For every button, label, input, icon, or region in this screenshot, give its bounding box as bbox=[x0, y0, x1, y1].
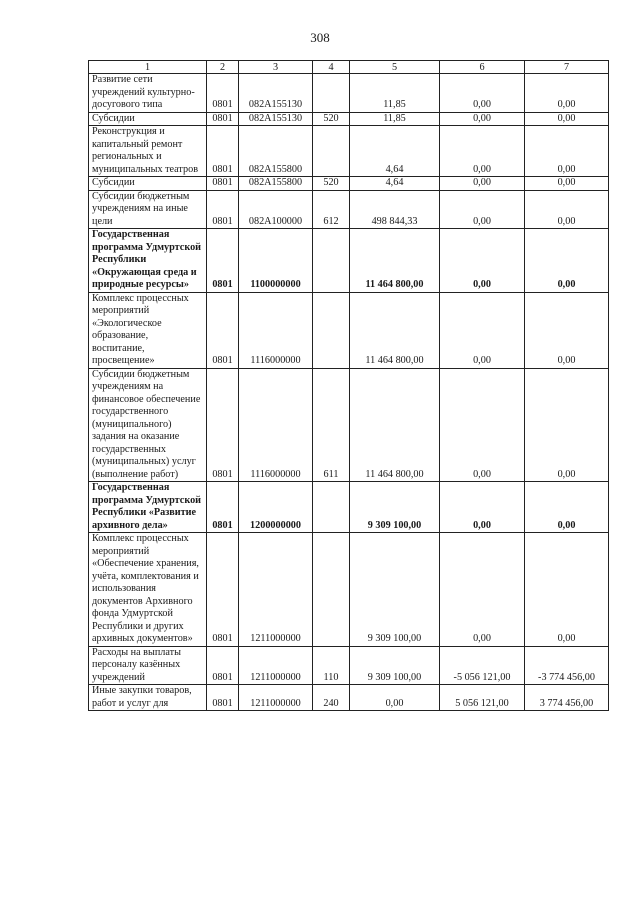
header-cell: 2 bbox=[207, 61, 239, 74]
row-name-cell: Государственная программа Удмуртской Республики «Окружающая среда и природные ресурсы» bbox=[89, 229, 207, 293]
expense-type-cell bbox=[313, 126, 350, 177]
amount-change-cell-7: 0,00 bbox=[525, 112, 609, 126]
row-name-cell: Комплекс процессных мероприятий «Экологическое образование, воспитание, просвещение» bbox=[89, 292, 207, 368]
row-name-cell: Субсидии бюджетным учреждениям на иные цели bbox=[89, 190, 207, 229]
row-name-cell: Субсидии bbox=[89, 112, 207, 126]
target-article-cell: 1211000000 bbox=[239, 533, 313, 647]
table-row bbox=[89, 112, 609, 126]
expense-type-cell bbox=[313, 292, 350, 368]
expense-type-cell: 110 bbox=[313, 646, 350, 685]
target-article-cell: 1200000000 bbox=[239, 482, 313, 533]
table-row bbox=[89, 685, 609, 711]
amount-change-cell-6: 5 056 121,00 bbox=[440, 685, 525, 711]
section-cell: 0801 bbox=[207, 368, 239, 482]
expense-type-cell bbox=[313, 482, 350, 533]
table-row bbox=[89, 292, 609, 368]
row-name-cell: Комплекс процессных мероприятий «Обеспечение хранения, учёта, комплектования и использования документов Архивного фонда Удмуртской Республики и других архивных документов» bbox=[89, 533, 207, 647]
expense-type-cell: 520 bbox=[313, 177, 350, 191]
amount-cell: 9 309 100,00 bbox=[350, 482, 440, 533]
target-article-cell: 082A155800 bbox=[239, 126, 313, 177]
header-cell: 6 bbox=[440, 61, 525, 74]
amount-change-cell-6: 0,00 bbox=[440, 533, 525, 647]
budget-table-body bbox=[89, 61, 609, 711]
header-cell: 7 bbox=[525, 61, 609, 74]
target-article-cell: 082A155130 bbox=[239, 74, 313, 113]
header-cell: 3 bbox=[239, 61, 313, 74]
expense-type-cell: 611 bbox=[313, 368, 350, 482]
amount-change-cell-6: 0,00 bbox=[440, 482, 525, 533]
amount-cell: 498 844,33 bbox=[350, 190, 440, 229]
table-row bbox=[89, 74, 609, 113]
amount-change-cell-6: 0,00 bbox=[440, 190, 525, 229]
amount-cell: 4,64 bbox=[350, 177, 440, 191]
amount-cell: 4,64 bbox=[350, 126, 440, 177]
table-row bbox=[89, 533, 609, 647]
amount-change-cell-7: 0,00 bbox=[525, 292, 609, 368]
section-cell: 0801 bbox=[207, 646, 239, 685]
target-article-cell: 082A155130 bbox=[239, 112, 313, 126]
amount-cell: 9 309 100,00 bbox=[350, 646, 440, 685]
target-article-cell: 1211000000 bbox=[239, 646, 313, 685]
expense-type-cell: 612 bbox=[313, 190, 350, 229]
amount-change-cell-6: 0,00 bbox=[440, 229, 525, 293]
table-row bbox=[89, 177, 609, 191]
target-article-cell: 1116000000 bbox=[239, 292, 313, 368]
target-article-cell: 082A100000 bbox=[239, 190, 313, 229]
section-cell: 0801 bbox=[207, 190, 239, 229]
table-row bbox=[89, 482, 609, 533]
expense-type-cell bbox=[313, 74, 350, 113]
section-cell: 0801 bbox=[207, 229, 239, 293]
target-article-cell: 1100000000 bbox=[239, 229, 313, 293]
section-cell: 0801 bbox=[207, 685, 239, 711]
section-cell: 0801 bbox=[207, 112, 239, 126]
row-name-cell: Развитие сети учреждений культурно-досугового типа bbox=[89, 74, 207, 113]
amount-cell: 0,00 bbox=[350, 685, 440, 711]
amount-cell: 11 464 800,00 bbox=[350, 292, 440, 368]
row-name-cell: Государственная программа Удмуртской Республики «Развитие архивного дела» bbox=[89, 482, 207, 533]
target-article-cell: 1211000000 bbox=[239, 685, 313, 711]
amount-change-cell-6: 0,00 bbox=[440, 112, 525, 126]
expense-type-cell: 520 bbox=[313, 112, 350, 126]
row-name-cell: Субсидии бюджетным учреждениям на финансовое обеспечение государственного (муниципального) задания на оказание государственных (муниципальных) услуг (выполнение работ) bbox=[89, 368, 207, 482]
amount-change-cell-7: 0,00 bbox=[525, 126, 609, 177]
target-article-cell: 082A155800 bbox=[239, 177, 313, 191]
budget-table bbox=[88, 60, 609, 711]
amount-change-cell-7: 0,00 bbox=[525, 368, 609, 482]
amount-cell: 11 464 800,00 bbox=[350, 368, 440, 482]
row-name-cell: Субсидии bbox=[89, 177, 207, 191]
amount-change-cell-7: 0,00 bbox=[525, 229, 609, 293]
section-cell: 0801 bbox=[207, 482, 239, 533]
amount-change-cell-6: -5 056 121,00 bbox=[440, 646, 525, 685]
table-row bbox=[89, 229, 609, 293]
amount-change-cell-7: 0,00 bbox=[525, 177, 609, 191]
header-cell: 4 bbox=[313, 61, 350, 74]
expense-type-cell bbox=[313, 533, 350, 647]
row-name-cell: Реконструкция и капитальный ремонт региональных и муниципальных театров bbox=[89, 126, 207, 177]
amount-change-cell-7: 0,00 bbox=[525, 74, 609, 113]
amount-change-cell-7: 3 774 456,00 bbox=[525, 685, 609, 711]
amount-change-cell-6: 0,00 bbox=[440, 126, 525, 177]
amount-change-cell-6: 0,00 bbox=[440, 368, 525, 482]
row-name-cell: Иные закупки товаров, работ и услуг для bbox=[89, 685, 207, 711]
amount-cell: 11 464 800,00 bbox=[350, 229, 440, 293]
expense-type-cell: 240 bbox=[313, 685, 350, 711]
section-cell: 0801 bbox=[207, 533, 239, 647]
amount-change-cell-7: 0,00 bbox=[525, 482, 609, 533]
section-cell: 0801 bbox=[207, 292, 239, 368]
table-row bbox=[89, 646, 609, 685]
table-row bbox=[89, 126, 609, 177]
target-article-cell: 1116000000 bbox=[239, 368, 313, 482]
header-cell: 1 bbox=[89, 61, 207, 74]
amount-cell: 9 309 100,00 bbox=[350, 533, 440, 647]
section-cell: 0801 bbox=[207, 74, 239, 113]
amount-cell: 11,85 bbox=[350, 112, 440, 126]
amount-change-cell-7: 0,00 bbox=[525, 533, 609, 647]
row-name-cell: Расходы на выплаты персоналу казённых учреждений bbox=[89, 646, 207, 685]
section-cell: 0801 bbox=[207, 177, 239, 191]
section-cell: 0801 bbox=[207, 126, 239, 177]
expense-type-cell bbox=[313, 229, 350, 293]
amount-change-cell-6: 0,00 bbox=[440, 177, 525, 191]
table-row bbox=[89, 190, 609, 229]
header-cell: 5 bbox=[350, 61, 440, 74]
amount-change-cell-7: -3 774 456,00 bbox=[525, 646, 609, 685]
table-header-row bbox=[89, 61, 609, 74]
amount-cell: 11,85 bbox=[350, 74, 440, 113]
page-number: 308 bbox=[310, 30, 330, 45]
amount-change-cell-6: 0,00 bbox=[440, 292, 525, 368]
amount-change-cell-6: 0,00 bbox=[440, 74, 525, 113]
table-row bbox=[89, 368, 609, 482]
amount-change-cell-7: 0,00 bbox=[525, 190, 609, 229]
